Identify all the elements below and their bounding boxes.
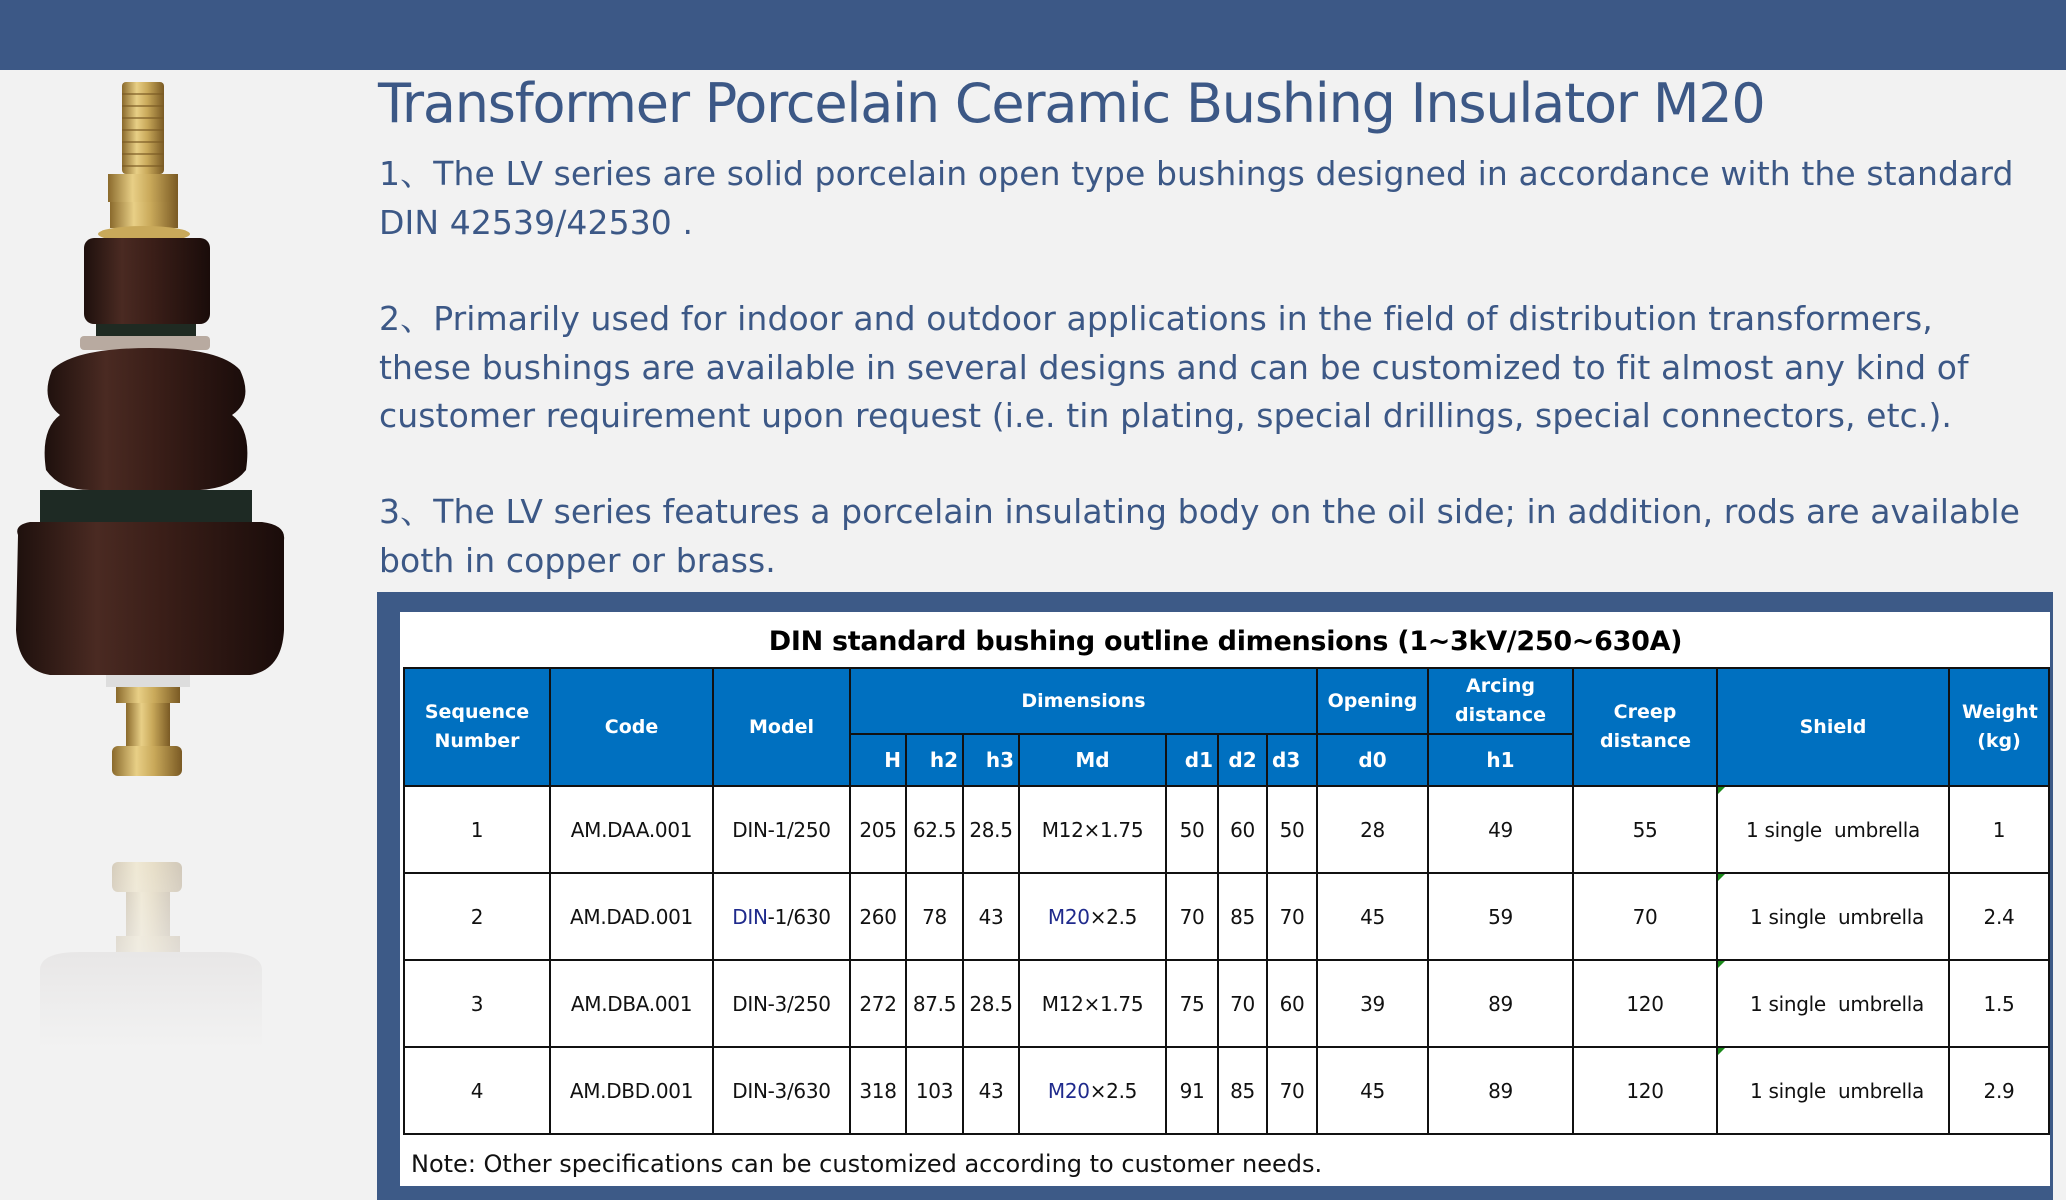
cell-H: 205: [850, 786, 906, 873]
cell-seq: 3: [404, 960, 550, 1047]
cell-model-prefix: DIN: [732, 904, 768, 929]
cell-code: AM.DBA.001: [550, 960, 713, 1047]
col-header-shield: Shield: [1717, 668, 1949, 786]
cell-h3: 28.5: [963, 960, 1019, 1047]
cell-model: DIN-3/250: [713, 960, 850, 1047]
cell-h3: 43: [963, 1047, 1019, 1134]
table-note: Note: Other specifications can be customized according to customer needs.: [411, 1150, 1323, 1178]
col-header-opening: Opening: [1317, 668, 1428, 734]
cell-d1: 91: [1166, 1047, 1218, 1134]
col-header-model: Model: [713, 668, 850, 786]
table-row: [404, 1047, 2049, 1134]
subheader-d3: d3: [1267, 734, 1317, 786]
cell-shield: 1 single umbrella: [1717, 786, 1949, 873]
col-header-dimensions: Dimensions: [850, 668, 1317, 734]
table-caption: DIN standard bushing outline dimensions (1~3kV/250~630A): [768, 626, 1683, 657]
spec-table: [403, 667, 2050, 1135]
paragraph-3-line-2: both in copper or brass.: [379, 540, 776, 580]
page-title: Transformer Porcelain Ceramic Bushing Insulator M20: [378, 72, 1765, 135]
paragraph-1-line-1: 1、The LV series are solid porcelain open type bushings designed in accordance with the standard: [379, 154, 2014, 193]
paragraph-1: [379, 150, 2039, 247]
cell-model: DIN-1/250: [713, 786, 850, 873]
header-bar: [0, 0, 2066, 70]
bushing-product-image: [0, 70, 300, 1050]
cell-h2: 87.5: [906, 960, 963, 1047]
paragraph-3-line-1: 3、The LV series features a porcelain insulating body on the oil side; in addition, rods are available: [379, 492, 2021, 531]
cell-d1: 75: [1166, 960, 1218, 1047]
subheader-h3: h3: [963, 734, 1019, 786]
cell-h3: 43: [963, 873, 1019, 960]
frame-edge: [2053, 592, 2066, 1200]
cell-Md-prefix: M20: [1047, 1078, 1090, 1103]
subheader-h2: h2: [906, 734, 963, 786]
subheader-Md: Md: [1019, 734, 1166, 786]
cell-Md: [1019, 1047, 1166, 1134]
cell-h1: 89: [1428, 960, 1573, 1047]
subheader-d0: d0: [1317, 734, 1428, 786]
cell-seq: 2: [404, 873, 550, 960]
subheader-d2: d2: [1218, 734, 1267, 786]
col-header-arcing: Arcing distance: [1428, 668, 1573, 734]
cell-seq: 4: [404, 1047, 550, 1134]
cell-d0: 28: [1317, 786, 1428, 873]
cell-shield: 1 single umbrella: [1717, 873, 1949, 960]
col-header-sequence: Sequence Number: [404, 668, 550, 786]
table-row: [404, 873, 2049, 960]
cell-H: 272: [850, 960, 906, 1047]
table-header-row-1: [404, 668, 2049, 734]
cell-d3: 60: [1267, 960, 1317, 1047]
cell-d0: 45: [1317, 1047, 1428, 1134]
cell-d1: 50: [1166, 786, 1218, 873]
cell-h2: 62.5: [906, 786, 963, 873]
cell-d2: 70: [1218, 960, 1267, 1047]
cell-h2: 78: [906, 873, 963, 960]
cell-creep: 70: [1573, 873, 1717, 960]
cell-code: AM.DBD.001: [550, 1047, 713, 1134]
col-header-weight: Weight (kg): [1949, 668, 2049, 786]
cell-d3: 70: [1267, 1047, 1317, 1134]
col-header-creep: Creep distance: [1573, 668, 1717, 786]
cell-model: DIN-3/630: [713, 1047, 850, 1134]
cell-model-suffix: -1/630: [767, 904, 831, 929]
cell-weight: 2.9: [1949, 1047, 2049, 1134]
cell-h2: 103: [906, 1047, 963, 1134]
cell-h1: 49: [1428, 786, 1573, 873]
cell-Md-suffix: ×2.5: [1089, 904, 1138, 929]
paragraph-2-line-3: customer requirement upon request (i.e. tin plating, special drillings, special connectors, etc.).: [379, 396, 1953, 435]
subheader-h1: h1: [1428, 734, 1573, 786]
paragraph-2: [379, 295, 2039, 441]
cell-h3: 28.5: [963, 786, 1019, 873]
subheader-H: H: [850, 734, 906, 786]
cell-creep: 120: [1573, 960, 1717, 1047]
cell-weight: 2.4: [1949, 873, 2049, 960]
paragraph-2-line-1: 2、Primarily used for indoor and outdoor applications in the field of distribution transformers,: [379, 299, 1933, 338]
cell-d0: 39: [1317, 960, 1428, 1047]
paragraph-2-line-2: these bushings are available in several designs and can be customized to fit almost any kind of: [379, 347, 1969, 387]
cell-d2: 60: [1218, 786, 1267, 873]
cell-Md: M12×1.75: [1019, 786, 1166, 873]
paragraph-3: [379, 488, 2039, 585]
cell-Md: M12×1.75: [1019, 960, 1166, 1047]
cell-code: AM.DAD.001: [550, 873, 713, 960]
table-row: [404, 960, 2049, 1047]
cell-Md: [1019, 873, 1166, 960]
col-header-code: Code: [550, 668, 713, 786]
paragraph-1-line-2: DIN 42539/42530 .: [379, 202, 694, 242]
cell-model: [713, 873, 850, 960]
cell-d2: 85: [1218, 1047, 1267, 1134]
cell-H: 318: [850, 1047, 906, 1134]
cell-seq: 1: [404, 786, 550, 873]
cell-d0: 45: [1317, 873, 1428, 960]
cell-code: AM.DAA.001: [550, 786, 713, 873]
cell-weight: 1.5: [1949, 960, 2049, 1047]
cell-shield: 1 single umbrella: [1717, 1047, 1949, 1134]
cell-h1: 59: [1428, 873, 1573, 960]
cell-creep: 55: [1573, 786, 1717, 873]
cell-Md-prefix: M20: [1047, 904, 1090, 929]
cell-H: 260: [850, 873, 906, 960]
cell-weight: 1: [1949, 786, 2049, 873]
cell-d3: 50: [1267, 786, 1317, 873]
subheader-d1: d1: [1166, 734, 1218, 786]
table-row: [404, 786, 2049, 873]
cell-creep: 120: [1573, 1047, 1717, 1134]
cell-Md-suffix: ×2.5: [1089, 1078, 1138, 1103]
cell-d1: 70: [1166, 873, 1218, 960]
cell-d3: 70: [1267, 873, 1317, 960]
cell-d2: 85: [1218, 873, 1267, 960]
cell-h1: 89: [1428, 1047, 1573, 1134]
cell-shield: 1 single umbrella: [1717, 960, 1949, 1047]
